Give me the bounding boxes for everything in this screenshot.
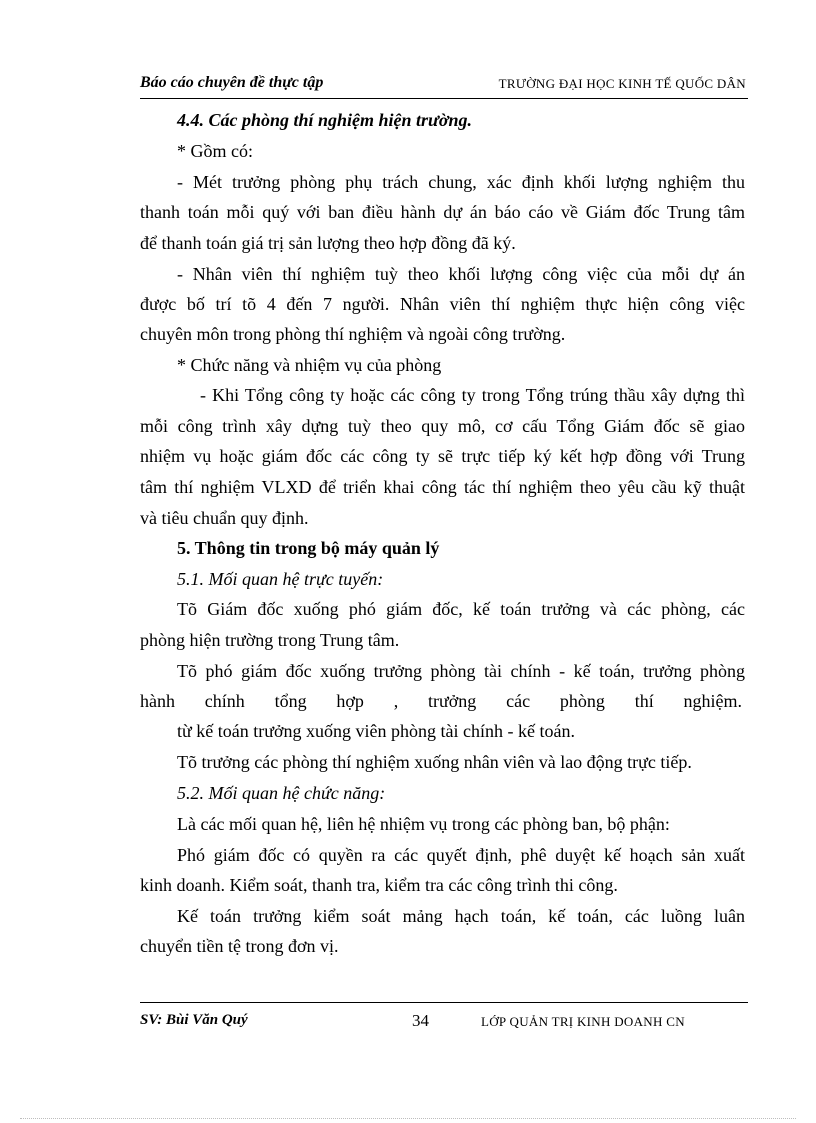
- paragraph-line: kinh doanh. Kiểm soát, thanh tra, kiểm tra các công trình thi công.: [140, 875, 618, 895]
- paragraph-line: chuyển tiền tệ trong đơn vị.: [140, 936, 339, 956]
- paragraph-line: Là các mối quan hệ, liên hệ nhiệm vụ trong các phòng ban, bộ phận:: [177, 814, 670, 834]
- paragraph-line: phòng hiện trường trong Trung tâm.: [140, 630, 400, 650]
- subsection-heading: 5.1. Mối quan hệ trực tuyến:: [177, 569, 384, 589]
- section-heading: 4.4. Các phòng thí nghiệm hiện trường.: [177, 110, 473, 130]
- student-name: SV: Bùi Văn Quý: [140, 1012, 248, 1028]
- paragraph-line: tâm thí nghiệm VLXD để triển khai công tác thí nghiệm theo yêu cầu kỹ thuật: [140, 477, 745, 497]
- paragraph-line: từ kế toán trưởng xuống viên phòng tài chính - kế toán.: [177, 721, 575, 741]
- paragraph-line: Phó giám đốc có quyền ra các quyết định, phê duyệt kế hoạch sản xuất: [177, 845, 745, 865]
- page-number: 34: [412, 1011, 429, 1030]
- paragraph-line: mỗi công trình xây dựng tuỳ theo quy mô, cơ cấu Tổng Giám đốc sẽ giao: [140, 416, 745, 436]
- paragraph-line: Tõ trưởng các phòng thí nghiệm xuống nhân viên và lao động trực tiếp.: [177, 752, 692, 772]
- paragraph-line: hành chính tổng hợp , trưởng các phòng thí nghiệm.: [140, 691, 742, 711]
- paragraph-line: thanh toán mỗi quý với ban điều hành dự án báo cáo về Giám đốc Trung tâm: [140, 202, 745, 222]
- university-name: TRƯỜNG ĐẠI HỌC KINH TẾ QUỐC DÂN: [498, 76, 746, 91]
- paragraph-line: * Chức năng và nhiệm vụ của phòng: [177, 355, 442, 375]
- section-heading: 5. Thông tin trong bộ máy quản lý: [177, 538, 440, 558]
- paragraph-line: nhiệm vụ hoặc giám đốc các công ty sẽ trực tiếp ký kết hợp đồng với Trung: [140, 446, 745, 466]
- page-edge-divider: [20, 1118, 796, 1119]
- paragraph-line: - Nhân viên thí nghiệm tuỳ theo khối lượng công việc của mỗi dự án: [177, 264, 745, 284]
- paragraph-line: - Khi Tổng công ty hoặc các công ty trong Tổng trúng thầu xây dựng thì: [200, 385, 745, 405]
- paragraph-line: * Gồm có:: [177, 141, 253, 161]
- paragraph-line: - Mét trưởng phòng phụ trách chung, xác định khối lượng nghiệm thu: [177, 172, 745, 192]
- class-name: LỚP QUẢN TRỊ KINH DOANH CN: [481, 1014, 685, 1029]
- paragraph-line: Tõ Giám đốc xuống phó giám đốc, kế toán trưởng và các phòng, các: [177, 599, 745, 619]
- paragraph-line: Tõ phó giám đốc xuống trưởng phòng tài chính - kế toán, trưởng phòng: [177, 661, 745, 681]
- paragraph-line: được bố trí tõ 4 đến 7 người. Nhân viên thí nghiệm thực hiện công việc: [140, 294, 745, 314]
- report-title: Báo cáo chuyên đề thực tập: [140, 74, 324, 91]
- paragraph-line: chuyên môn trong phòng thí nghiệm và ngoài công trường.: [140, 324, 566, 344]
- page-header: [140, 74, 748, 99]
- paragraph-line: để thanh toán giá trị sản lượng theo hợp đồng đã ký.: [140, 233, 516, 253]
- subsection-heading: 5.2. Mối quan hệ chức năng:: [177, 783, 386, 803]
- footer-divider: [140, 1002, 748, 1003]
- paragraph-line: Kế toán trưởng kiểm soát mảng hạch toán, kế toán, các luồng luân: [177, 906, 745, 926]
- paragraph-line: và tiêu chuẩn quy định.: [140, 508, 309, 528]
